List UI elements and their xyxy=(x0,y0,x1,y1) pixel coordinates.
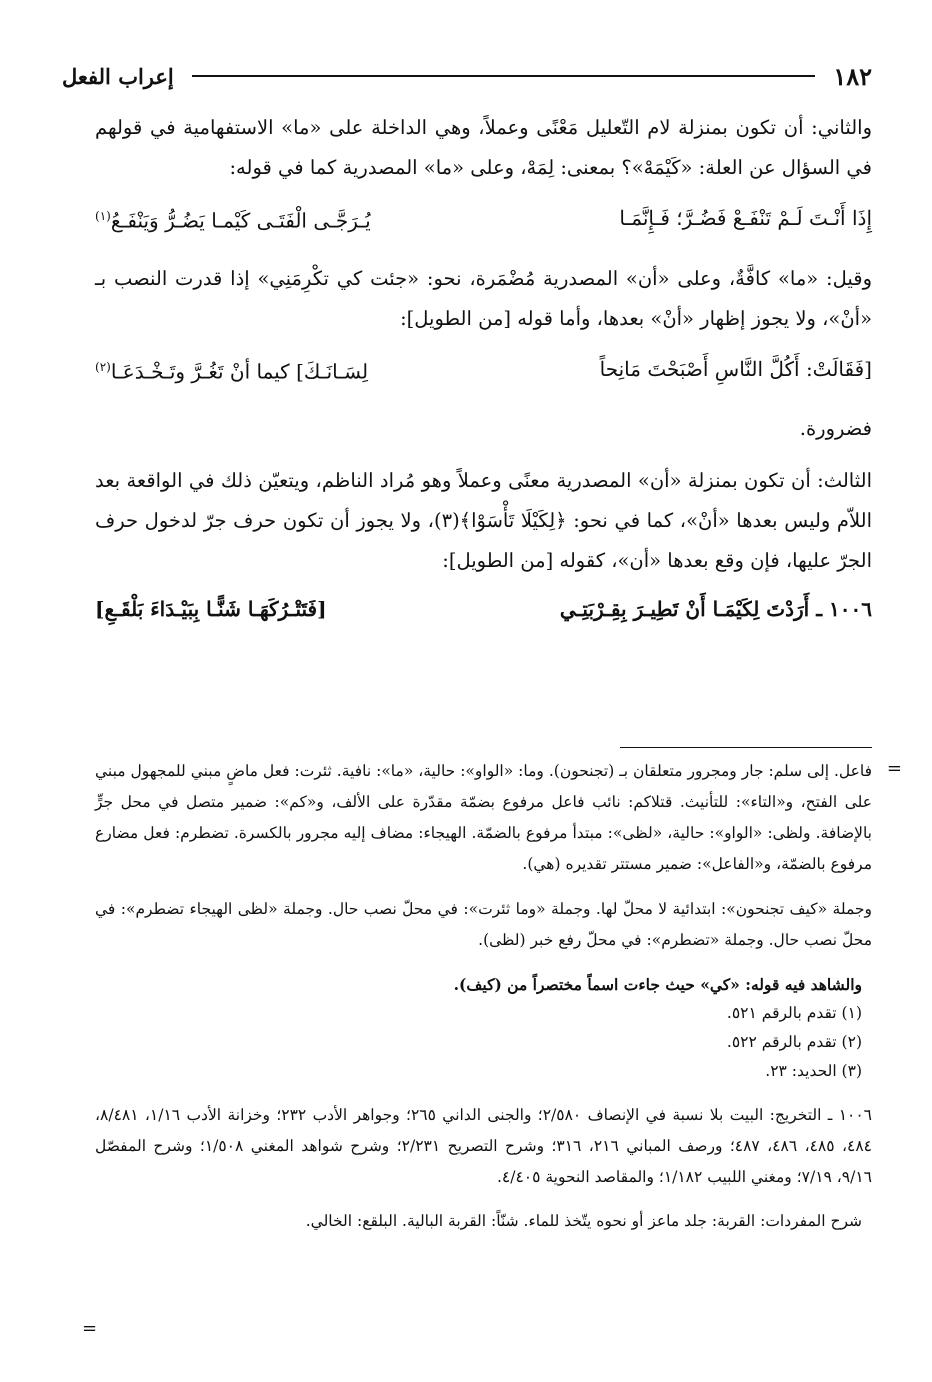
footnote-ref-2: (٢) xyxy=(95,359,111,374)
footnote-takhrij: ١٠٠٦ ـ التخريج: البيت بلا نسبة في الإنصاف ٢/٥٨٠؛ والجنى الداني ٢٦٥؛ وجواهر الأدب ٢٣٢؛ وخزانة الأدب ١/١٦، ٨/٤٨١، ٤٨٤، ٤٨٥، ٤٨٦، ٤٨٧؛ ورصف المباني ٢١٦، ٣١٦؛ وشرح التصريح ٢/٢٣١؛ وشرح شواهد المغني ١/٥٠٨؛ وشرح المفصّل ٩/١٦، ٧/١٩؛ ومغني اللبيب ١/١٨٢؛ والمقاصد النحوية ٤/٤٠٥. xyxy=(95,1106,872,1186)
verse-2-first-hemistich: [فَقَالَتْ: أَكُلَّ النَّاسِ أَصْبَحْتَ مَانِحاً xyxy=(599,356,872,381)
verse-1-second-text: يُـرَجَّـى الْفَتَـى كَيْمـا يَضُـرُّ وَيَنْفَـعُ xyxy=(110,208,371,233)
paragraph-kaffa: وقيل: «ما» كافَّةٌ، وعلى «أن» المصدرية مُضْمَرة، نحو: «جئت كي تكْرِمَنِي» إذا قدرت النصب بـ «أنْ»، ولا يجوز إظهار «أنْ» بعدها، وأما قوله [من الطويل]: xyxy=(95,266,872,330)
paragraph-darura: فضرورة. xyxy=(799,417,872,441)
running-title: إعراب الفعل xyxy=(62,63,174,89)
verse-2 xyxy=(95,347,872,392)
verse-2-second-hemistich xyxy=(95,347,368,392)
footnote-evidence: والشاهد فيه قوله: «كي» حيث جاءت اسماً مختصراً من (كيف). xyxy=(453,975,862,994)
footnote-2: (٢) تقدم بالرقم ٥٢٢. xyxy=(726,1033,862,1051)
footnote-ref-1: (١) xyxy=(95,209,111,223)
main-text xyxy=(95,108,872,647)
verse-1 xyxy=(95,196,872,241)
verse-1006-first-hemistich: ١٠٠٦ ـ أَرَدْتَ لِكَيْمَـا أَنْ تَطِيـرَ بِقِـرْبَتِـي xyxy=(559,597,872,622)
footnote-vocabulary: شرح المفردات: القربة: جلد ماعز أو نحوه يتّخذ للماء. شنّاً: القربة البالية. البلقع: الخالي. xyxy=(305,1212,862,1230)
footnote-3: (٣) الحديد: ٢٣. xyxy=(765,1062,862,1080)
verse-1006-second-hemistich: [فَتَتْـرُكَهَـا شَنًّـا بِبَيْـدَاءَ بَلْقَـعِ] xyxy=(95,597,327,622)
verse-2-second-text: لِسَـانَـكَ] كيما أنْ تَغُـرَّ وتَـخْـدَعَـا xyxy=(110,359,369,384)
continuation-mark-top: = xyxy=(886,758,902,779)
footnote-continued-irab: فاعل. إلى سلم: جار ومجرور متعلقان بـ (تجنحون). وما: «الواو»: حالية، «ما»: نافية. ثئرت: فعل ماضٍ مبني للمجهول مبني على الفتح، و«التاء»: للتأنيث. قتلاكم: نائب فاعل مرفوع بضمّة مقدّرة على الألف، و«كم»: ضمير متصل في محل جرٍّ بالإضافة. ولظى: «الواو»: حالية، «لظى»: مبتدأ مرفوع بالضمّة. الهيجاء: مضاف إليه مجرور بالكسرة. تضطرم: فعل مضارع مرفوع بالضمّة، و«الفاعل»: ضمير مستتر تقديره (هي). xyxy=(95,762,872,873)
footnote-1: (١) تقدم بالرقم ٥٢١. xyxy=(726,1004,862,1022)
paragraph-third-meaning: الثالث: أن تكون بمنزلة «أن» المصدرية معنًى وعملاً وهو مُراد الناظم، ويتعيّن ذلك في الواقعة بعد اللاّم وليس بعدها «أنْ»، كما في نحو: ﴿لِكَيْلَا تَأْسَوْا﴾(٣)، ولا يجوز أن تكون حرف جرّ لدخول حرف الجرّ عليها، فإن وقع بعدها «أن»، كقوله [من الطويل]: xyxy=(95,469,872,573)
continuation-mark-bottom: = xyxy=(82,1318,98,1339)
verse-1-second-hemistich xyxy=(95,196,371,241)
verse-1006 xyxy=(95,589,872,629)
footnote-sentences: وجملة «كيف تجنحون»: ابتدائية لا محلّ لها. وجملة «وما ثئرت»: في محلّ نصب حال. وجملة «لظى الهيجاء تضطرم»: في محلّ نصب حال. وجملة «تضطرم»: في محلّ رفع خبر (لظى). xyxy=(95,900,872,949)
page-number: ١٨٢ xyxy=(833,61,872,91)
page-header xyxy=(62,56,872,96)
header-rule xyxy=(192,75,816,77)
footnote-separator xyxy=(620,747,872,748)
verse-1-first-hemistich: إِذَا أَنْـتَ لَـمْ تَنْفَـعْ فَضُـرَّ؛ فَـإِنَّمَـا xyxy=(619,206,872,231)
footnotes xyxy=(95,756,872,1236)
paragraph-second-meaning: والثاني: أن تكون بمنزلة لام التّعليل مَعْنًى وعملاً، وهي الداخلة على «ما» الاستفهامية في قولهم في السؤال عن العلة: «كَيْمَهْ»؟ بمعنى: لِمَهْ، وعلى «ما» المصدرية كما في قوله: xyxy=(95,116,872,179)
